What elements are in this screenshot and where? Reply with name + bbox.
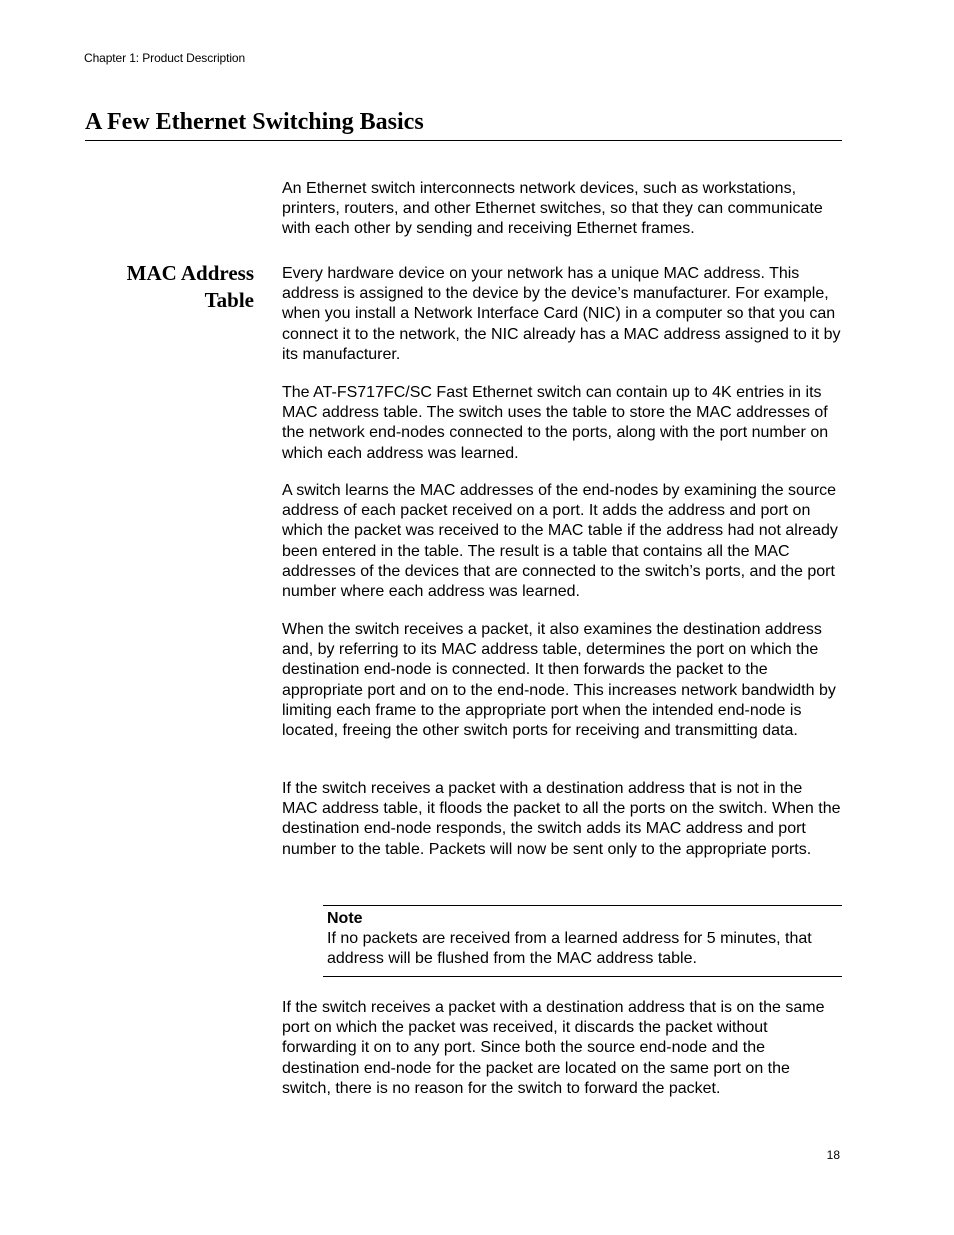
intro-paragraph: An Ethernet switch interconnects network devices, such as workstations, printers, routers, and other Ethernet switches, so that they can communicate with each other by sending and receiving Ethernet frames. [282,180,823,238]
page-number: 18 [826,1148,840,1162]
chapter-title: A Few Ethernet Switching Basics [85,107,842,141]
body-paragraph-5: If the switch receives a packet with a destination address that is not in the MAC address table, it floods the packet to all the ports on the switch. When the destination end-node responds, the switch adds its MAC address and port number to the table. Packets will now be sent only to the appropriate ports. [282,780,841,858]
final-paragraph: If the switch receives a packet with a destination address that is on the same port on which the packet was received, it discards the packet without forwarding it on to any port. Since both the source end-node and the destination end-node for the packet are located on the same port on the switch, there is no reason for the switch to forward the packet. [282,999,825,1097]
section-heading-line1: MAC Address [126,261,254,285]
body-paragraph-4: When the switch receives a packet, it also examines the destination address and, by referring to its MAC address table, determines the port on which the destination end-node is connected. It then forwards the packet to the appropriate port and on to the end-node. This increases network bandwidth by limiting each frame to the appropriate port when the intended end-node is located, freeing the other switch ports for receiving and transmitting data. [282,621,836,740]
note-title: Note [327,910,363,927]
section-heading [100,260,254,314]
note-box [323,905,842,977]
note-text: If no packets are received from a learned address for 5 minutes, that address will be flushed from the MAC address table. [327,930,812,968]
running-header: Chapter 1: Product Description [84,51,246,65]
body-paragraph-2: The AT-FS717FC/SC Fast Ethernet switch can contain up to 4K entries in its MAC address table. The switch uses the table to store the MAC addresses of the network end-nodes connected to the ports, along with the port number on which each address was learned. [282,384,829,462]
section-heading-line2: Table [204,288,254,312]
body-paragraph-3: A switch learns the MAC addresses of the end-nodes by examining the source address of each packet received on a port. It adds the address and port on which the packet was received to the MAC table if the address had not already been entered in the table. The result is a table that contains all the MAC addresses of the devices that are connected to the switch’s ports, and the port number where each address was learned. [282,482,838,601]
body-paragraph-1: Every hardware device on your network has a unique MAC address. This address is assigned to the device by the device’s manufacturer. For example, when you install a Network Interface Card (NIC) in a computer so that you can connect it to the network, the NIC already has a MAC address assigned to it by its manufacturer. [282,265,841,363]
